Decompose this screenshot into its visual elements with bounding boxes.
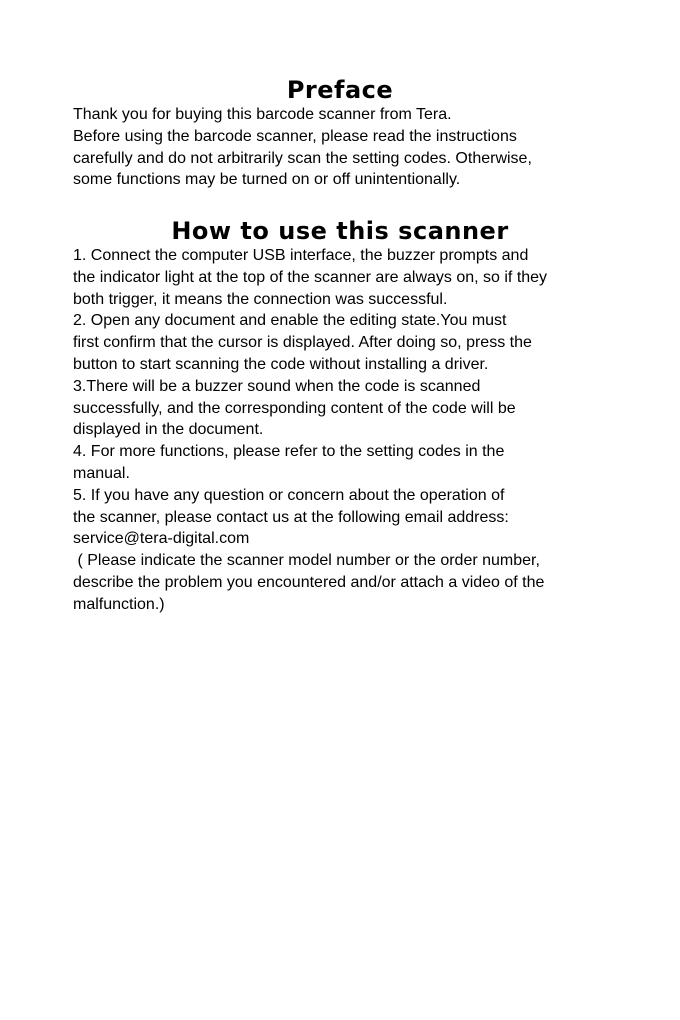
instruction-line: both trigger, it means the connection was successful. (73, 290, 448, 308)
how-to-use-text (73, 245, 633, 616)
instruction-line: 4. For more functions, please refer to the setting codes in the (73, 443, 505, 461)
instruction-line: the scanner, please contact us at the following email address: (73, 508, 509, 526)
instruction-line: ( Please indicate the scanner model number or the order number, (73, 552, 540, 570)
instruction-line: 3.There will be a buzzer sound when the code is scanned (73, 377, 481, 395)
preface-heading: Preface (286, 76, 394, 104)
instruction-line: button to start scanning the code without installing a driver. (73, 355, 489, 373)
instruction-line: 5. If you have any question or concern about the operation of (73, 486, 505, 504)
instruction-line: describe the problem you encountered and/or attach a video of the (73, 573, 545, 591)
instruction-line: first confirm that the cursor is displayed. After doing so, press the (73, 334, 532, 352)
instruction-line: the indicator light at the top of the scanner are always on, so if they (73, 268, 548, 286)
instruction-line: malfunction.) (73, 595, 165, 613)
instruction-line: successfully, and the corresponding content of the code will be (73, 399, 516, 417)
instruction-line: 1. Connect the computer USB interface, the buzzer prompts and (73, 247, 529, 264)
preface-line: Before using the barcode scanner, please read the instructions (73, 127, 517, 145)
instruction-line: manual. (73, 464, 130, 482)
preface-line: carefully and do not arbitrarily scan the setting codes. Otherwise, (73, 149, 532, 167)
preface-line: Thank you for buying this barcode scanner from Tera. (73, 106, 452, 123)
preface-line: some functions may be turned on or off unintentionally. (73, 171, 461, 189)
how-to-use-heading: How to use this scanner (171, 217, 509, 245)
instruction-line: 2. Open any document and enable the editing state.You must (73, 312, 507, 330)
instruction-line: displayed in the document. (73, 421, 264, 439)
support-email: service@tera-digital.com (73, 530, 250, 548)
preface-text (73, 104, 633, 191)
